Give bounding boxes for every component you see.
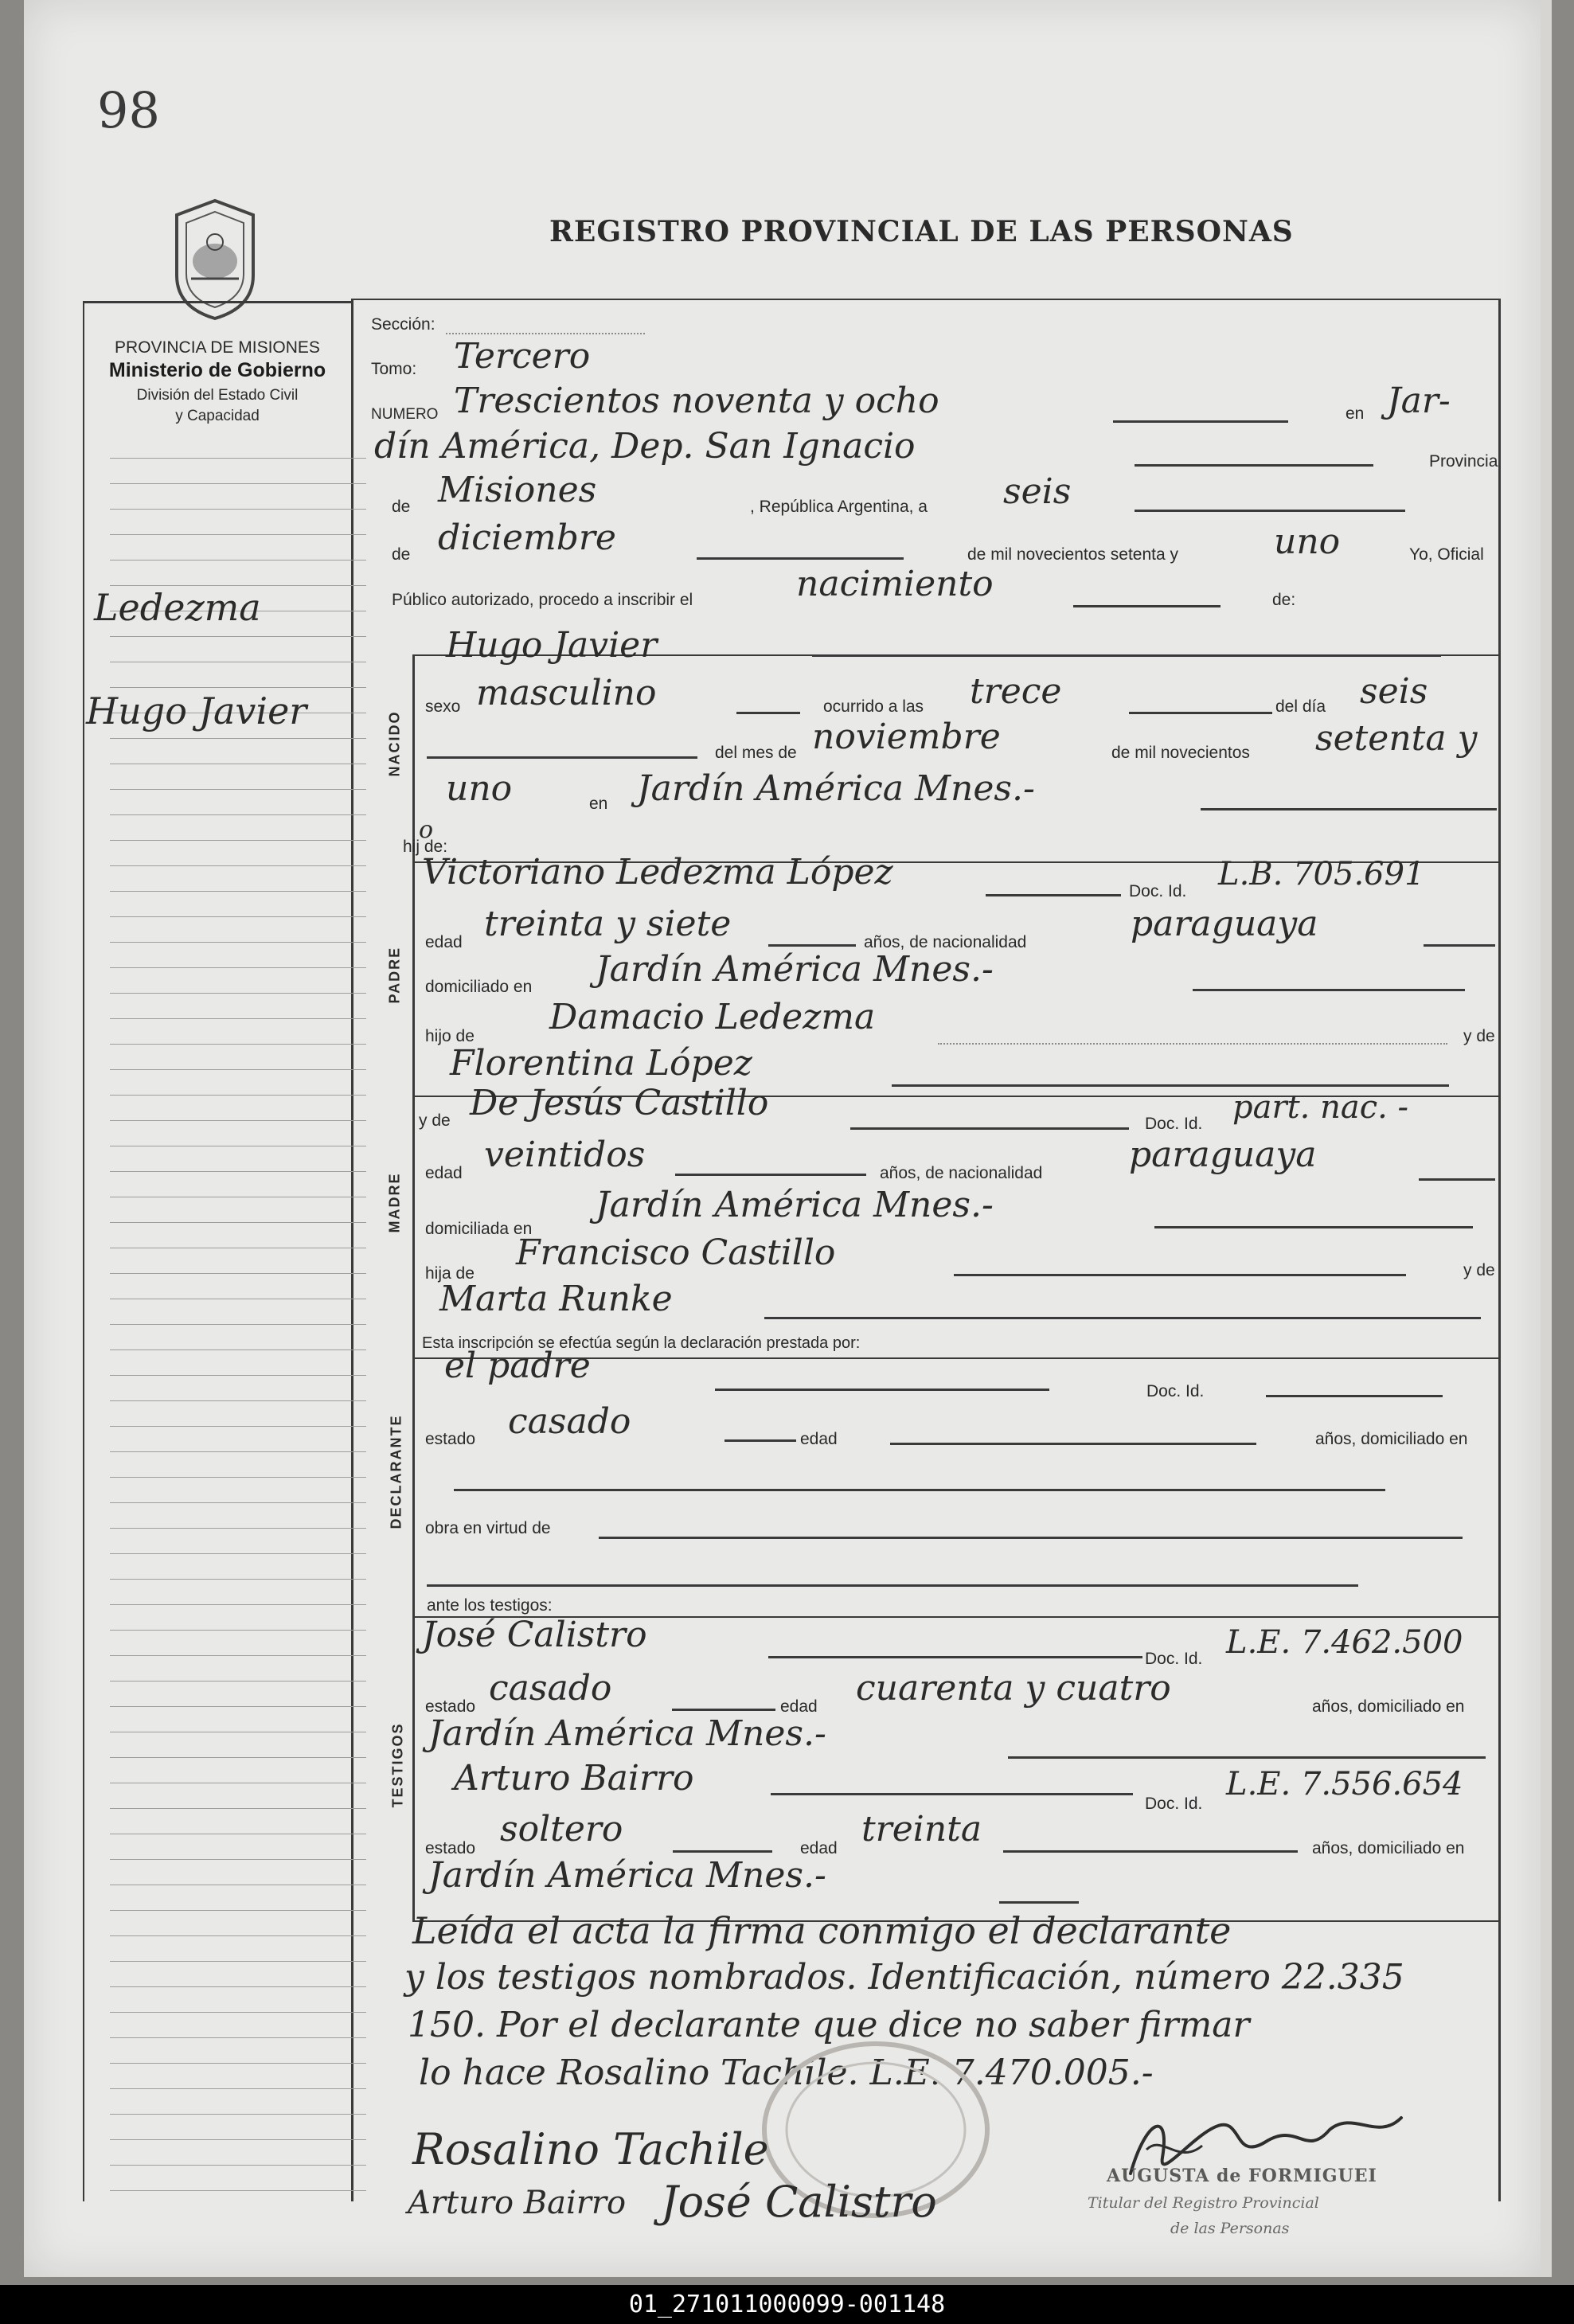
madre-padre-value: Francisco Castillo bbox=[516, 1232, 836, 1273]
hijo-suffix: o bbox=[419, 816, 434, 844]
margin-ruled-line bbox=[110, 891, 366, 892]
testigo1-nombre-value: José Calistro bbox=[422, 1615, 647, 1655]
testigo2-domicilio-value: Jardín América Mnes.- bbox=[428, 1855, 826, 1896]
left-top-border bbox=[83, 301, 353, 303]
lugar-fill-line bbox=[1135, 464, 1373, 467]
hora-fill-line bbox=[1129, 712, 1272, 714]
testigo2-nombre-fill-line bbox=[771, 1793, 1133, 1795]
nombre-fill-line bbox=[812, 654, 1441, 657]
hora-value: trece bbox=[970, 671, 1062, 712]
margin-ruled-line bbox=[110, 534, 366, 535]
margin-ruled-line bbox=[110, 942, 366, 943]
margin-ruled-line bbox=[110, 738, 366, 739]
signature-jose: José Calistro bbox=[661, 2177, 937, 2227]
margin-ruled-line bbox=[110, 1706, 366, 1707]
padre-domicilio-value: Jardín América Mnes.- bbox=[596, 949, 994, 990]
org-division-2: y Capacidad bbox=[175, 408, 260, 424]
label-madre-domicilio: domiciliada en bbox=[425, 1220, 533, 1238]
label-padre-y-de: y de bbox=[1463, 1027, 1495, 1045]
org-ministry: Ministerio de Gobierno bbox=[108, 359, 326, 381]
testigo1-domicilio-value: Jardín América Mnes.- bbox=[428, 1713, 826, 1754]
label-numero: NUMERO bbox=[371, 406, 439, 423]
madre-doc-value: part. nac. - bbox=[1232, 1089, 1409, 1126]
anio-nac-value-2: uno bbox=[446, 768, 513, 809]
margin-ruled-line bbox=[110, 1477, 366, 1478]
declarante-estado-value: casado bbox=[508, 1401, 631, 1442]
left-column-divider bbox=[351, 299, 353, 2201]
label-republica: , República Argentina, a bbox=[750, 498, 928, 516]
margin-ruled-line bbox=[110, 1910, 366, 1911]
madre-edad-value: veintidos bbox=[484, 1135, 646, 1175]
mes-nac-value: noviembre bbox=[812, 717, 1001, 757]
margin-ruled-line bbox=[110, 1375, 366, 1376]
padre-padre-value: Damacio Ledezma bbox=[549, 997, 876, 1037]
side-label-padre: PADRE bbox=[386, 946, 403, 1004]
label-declarante-anios: años, domiciliado en bbox=[1315, 1430, 1468, 1448]
margin-ruled-line bbox=[110, 1095, 366, 1096]
closing-line-3: 150. Por el declarante que dice no saber firmar bbox=[408, 2005, 1250, 2045]
padre-nombre-value: Victoriano Ledezma López bbox=[422, 852, 893, 892]
padre-madre-fill-line bbox=[892, 1084, 1449, 1087]
label-en: en bbox=[1346, 404, 1365, 423]
lugar-value: dín América, Dep. San Ignacio bbox=[374, 426, 916, 467]
obra-line bbox=[599, 1537, 1463, 1539]
mes-fill-line bbox=[697, 557, 904, 560]
margin-ruled-line bbox=[110, 865, 366, 866]
provincia-value: Misiones bbox=[438, 470, 597, 510]
madre-nac-fill-line bbox=[1419, 1178, 1495, 1181]
testigo1-doc-value: L.E. 7.462.500 bbox=[1226, 1624, 1463, 1661]
label-testigo1-anios: años, domiciliado en bbox=[1312, 1697, 1465, 1716]
margin-ruled-line bbox=[110, 1528, 366, 1529]
dia-value: seis bbox=[1003, 471, 1072, 512]
declarante-edad-line bbox=[890, 1443, 1256, 1445]
label-hijo-de: hij de: bbox=[403, 838, 448, 856]
margin-surname: Ledezma bbox=[94, 586, 261, 629]
anio-value: uno bbox=[1274, 521, 1341, 562]
label-declarante-doc: Doc. Id. bbox=[1146, 1382, 1205, 1400]
del-mes-line bbox=[427, 756, 697, 759]
margin-ruled-line bbox=[110, 1069, 366, 1070]
left-column-border bbox=[83, 303, 84, 2201]
signature-rosalino: Rosalino Tachile bbox=[412, 2124, 769, 2174]
padre-edad-value: treinta y siete bbox=[484, 904, 732, 944]
margin-ruled-line bbox=[110, 1426, 366, 1427]
label-testigo1-edad: edad bbox=[780, 1697, 818, 1716]
testigo2-estado-fill-line bbox=[673, 1850, 772, 1853]
label-de-1: de bbox=[392, 498, 411, 516]
margin-ruled-line bbox=[110, 2037, 366, 2038]
label-ocurrido: ocurrido a las bbox=[823, 697, 924, 716]
margin-ruled-line bbox=[110, 789, 366, 790]
madre-nacionalidad-value: paraguaya bbox=[1129, 1135, 1317, 1175]
stamp-official-registry: de las Personas bbox=[1170, 2220, 1290, 2237]
madre-padre-fill-line bbox=[954, 1274, 1406, 1276]
madre-domicilio-value: Jardín América Mnes.- bbox=[596, 1185, 994, 1225]
label-testigo2-doc: Doc. Id. bbox=[1145, 1795, 1203, 1813]
madre-madre-fill-line bbox=[764, 1317, 1481, 1319]
declarante-estado-fill-line bbox=[725, 1439, 796, 1442]
margin-ruled-line bbox=[110, 687, 366, 688]
declarante-fill-line bbox=[715, 1389, 1049, 1391]
obra-line-2 bbox=[427, 1584, 1358, 1587]
margin-ruled-line bbox=[110, 1579, 366, 1580]
side-label-declarante: DECLARANTE bbox=[388, 1414, 404, 1529]
anio-nac-value-1: setenta y bbox=[1315, 718, 1478, 759]
signature-arturo: Arturo Bairro bbox=[408, 2185, 627, 2221]
seal-emblem-icon bbox=[167, 196, 263, 323]
testigo2-edad-fill-line bbox=[1003, 1850, 1298, 1853]
margin-ruled-line bbox=[110, 1120, 366, 1121]
madre-edad-fill-line bbox=[675, 1174, 866, 1176]
label-testigo1-doc: Doc. Id. bbox=[1145, 1650, 1203, 1668]
testigo1-edad-value: cuarenta y cuatro bbox=[856, 1668, 1171, 1709]
padre-nombre-fill-line bbox=[986, 894, 1121, 896]
testigo2-estado-value: soltero bbox=[500, 1809, 623, 1849]
margin-ruled-line bbox=[110, 2114, 366, 2115]
madre-nombre-value: De Jesús Castillo bbox=[470, 1083, 769, 1123]
label-obra: obra en virtud de bbox=[425, 1519, 551, 1537]
lugar-nac-value: Jardín América Mnes.- bbox=[637, 768, 1035, 809]
declarante-doc-line bbox=[1266, 1395, 1443, 1397]
side-label-testigos: TESTIGOS bbox=[389, 1722, 406, 1808]
label-seccion: Sección: bbox=[371, 315, 435, 334]
madre-madre-value: Marta Runke bbox=[439, 1279, 673, 1319]
margin-ruled-line bbox=[110, 1935, 366, 1936]
margin-ruled-line bbox=[110, 2063, 366, 2064]
label-testigo2-estado: estado bbox=[425, 1839, 476, 1857]
closing-line-4: lo hace Rosalino Tachile. L.E. 7.470.005.- bbox=[419, 2053, 1154, 2093]
label-madre-hija-de: hija de bbox=[425, 1264, 475, 1283]
label-yo-oficial: Yo, Oficial bbox=[1409, 545, 1484, 564]
margin-ruled-line bbox=[110, 967, 366, 968]
label-en-nac: en bbox=[589, 795, 608, 813]
margin-ruled-line bbox=[110, 1859, 366, 1860]
label-padre-domicilio: domiciliado en bbox=[425, 978, 533, 996]
margin-ruled-line bbox=[110, 1349, 366, 1350]
org-province: PROVINCIA DE MISIONES bbox=[115, 338, 320, 357]
margin-ruled-line bbox=[110, 840, 366, 841]
registry-title: REGISTRO PROVINCIAL DE LAS PERSONAS bbox=[549, 215, 1294, 248]
label-de-2: de bbox=[392, 545, 411, 564]
declarante-value: el padre bbox=[444, 1346, 591, 1386]
testigo1-domicilio-fill-line bbox=[1008, 1756, 1486, 1759]
label-declarante-estado: estado bbox=[425, 1430, 476, 1448]
seccion-line bbox=[446, 333, 645, 334]
label-testigo2-anios: años, domiciliado en bbox=[1312, 1839, 1465, 1857]
padre-madre-value: Florentina López bbox=[450, 1043, 752, 1084]
margin-ruled-line bbox=[110, 1018, 366, 1019]
margin-ruled-line bbox=[110, 1655, 366, 1656]
label-de-colon: de: bbox=[1272, 591, 1296, 609]
en-value: Jar- bbox=[1387, 381, 1451, 421]
testigo1-nombre-fill-line bbox=[768, 1656, 1142, 1658]
margin-ruled-line bbox=[110, 1604, 366, 1605]
margin-ruled-line bbox=[110, 483, 366, 484]
label-padre-edad: edad bbox=[425, 933, 463, 951]
margin-ruled-line bbox=[110, 916, 366, 917]
margin-ruled-line bbox=[110, 1400, 366, 1401]
org-division: División del Estado Civil bbox=[136, 387, 299, 404]
sexo-value: masculino bbox=[476, 673, 657, 713]
right-border bbox=[1498, 299, 1501, 2201]
margin-ruled-line bbox=[110, 1451, 366, 1452]
label-madre-doc: Doc. Id. bbox=[1145, 1115, 1203, 1133]
margin-ruled-line bbox=[110, 509, 366, 510]
label-declarante-edad: edad bbox=[800, 1430, 838, 1448]
label-madre-anios: años, de nacionalidad bbox=[880, 1164, 1043, 1182]
margin-ruled-line bbox=[110, 1630, 366, 1631]
label-madre-y-de: y de bbox=[1463, 1261, 1495, 1279]
stamp-official-name: AUGUSTA de FORMIGUEI bbox=[1107, 2166, 1377, 2186]
margin-ruled-line bbox=[110, 1324, 366, 1325]
stamp-official-title: Titular del Registro Provincial bbox=[1088, 2194, 1319, 2212]
margin-ruled-line bbox=[110, 458, 366, 459]
margin-given-names: Hugo Javier bbox=[86, 689, 307, 732]
dia-nac-value: seis bbox=[1360, 671, 1428, 712]
madre-domicilio-fill-line bbox=[1154, 1226, 1473, 1228]
sexo-fill-line bbox=[736, 712, 800, 714]
label-padre-anios: años, de nacionalidad bbox=[864, 933, 1027, 951]
acto-fill-line bbox=[1073, 605, 1221, 607]
label-padre-hijo-de: hijo de bbox=[425, 1027, 475, 1045]
padre-doc-value: L.B. 705.691 bbox=[1218, 856, 1425, 892]
label-testigo1-estado: estado bbox=[425, 1697, 476, 1716]
numero-value: Trescientos noventa y ocho bbox=[454, 381, 939, 421]
margin-ruled-line bbox=[110, 993, 366, 994]
margin-ruled-line bbox=[110, 1044, 366, 1045]
padre-domicilio-fill-line bbox=[1193, 989, 1465, 991]
label-ante-testigos: ante los testigos: bbox=[427, 1596, 553, 1615]
label-madre-y-de: y de bbox=[419, 1111, 451, 1130]
numero-fill-line bbox=[1113, 420, 1288, 423]
label-padre-doc: Doc. Id. bbox=[1129, 882, 1187, 900]
registry-sheet bbox=[24, 0, 1552, 2277]
margin-ruled-line bbox=[110, 1553, 366, 1554]
mes-value: diciembre bbox=[438, 518, 616, 558]
madre-nombre-fill-line bbox=[850, 1127, 1129, 1130]
label-mil-nov: de mil novecientos setenta y bbox=[967, 545, 1178, 564]
lugar-nac-fill-line bbox=[1201, 808, 1497, 810]
side-label-madre: MADRE bbox=[386, 1172, 403, 1233]
testigo2-domicilio-fill-line bbox=[999, 1901, 1079, 1904]
side-label-nacido: NACIDO bbox=[386, 710, 403, 777]
label-tomo: Tomo: bbox=[371, 360, 417, 378]
tomo-value: Tercero bbox=[454, 336, 591, 377]
label-del-dia: del día bbox=[1275, 697, 1326, 716]
label-mil-nov2: de mil novecientos bbox=[1111, 744, 1250, 762]
margin-ruled-line bbox=[110, 1986, 366, 1987]
testigo2-doc-value: L.E. 7.556.654 bbox=[1226, 1766, 1463, 1803]
padre-padre-line bbox=[938, 1043, 1447, 1045]
margin-ruled-line bbox=[110, 1171, 366, 1172]
label-sexo: sexo bbox=[425, 697, 461, 716]
padre-nac-fill-line bbox=[1424, 944, 1495, 947]
testigo1-estado-value: casado bbox=[489, 1668, 612, 1709]
padre-edad-fill-line bbox=[768, 944, 856, 947]
padre-nacionalidad-value: paraguaya bbox=[1131, 904, 1318, 944]
margin-ruled-line bbox=[110, 2139, 366, 2140]
label-provincia: Provincia bbox=[1429, 452, 1498, 471]
label-declaracion: Esta inscripción se efectúa según la declaración prestada por: bbox=[422, 1334, 861, 1352]
declarante-domicilio-line bbox=[454, 1489, 1385, 1491]
closing-line-1: Leída el acta la firma conmigo el declarante bbox=[412, 1909, 1232, 1952]
nombre-value: Hugo Javier bbox=[446, 625, 658, 666]
margin-ruled-line bbox=[110, 1502, 366, 1503]
province-seal bbox=[167, 196, 263, 327]
testigo1-estado-fill-line bbox=[672, 1709, 775, 1711]
closing-line-2: y los testigos nombrados. Identificación, número 22.335 bbox=[404, 1957, 1404, 1998]
page-number: 98 bbox=[97, 81, 160, 139]
margin-ruled-line bbox=[110, 636, 366, 637]
margin-ruled-line bbox=[110, 1273, 366, 1274]
margin-ruled-line bbox=[110, 2190, 366, 2191]
margin-ruled-line bbox=[110, 1808, 366, 1809]
margin-ruled-line bbox=[110, 2012, 366, 2013]
footer-id: 01_271011000099-001148 bbox=[0, 2285, 1574, 2324]
margin-ruled-line bbox=[110, 1757, 366, 1758]
label-testigo2-edad: edad bbox=[800, 1839, 838, 1857]
label-madre-edad: edad bbox=[425, 1164, 463, 1182]
testigo2-edad-value: treinta bbox=[861, 1809, 982, 1849]
margin-ruled-line bbox=[110, 1222, 366, 1223]
acto-value: nacimiento bbox=[796, 564, 994, 604]
margin-ruled-line bbox=[110, 1961, 366, 1962]
top-border bbox=[352, 299, 1501, 300]
label-del-mes: del mes de bbox=[715, 744, 797, 762]
margin-ruled-line bbox=[110, 2165, 366, 2166]
dia-fill-line bbox=[1135, 510, 1405, 512]
label-publico: Público autorizado, procedo a inscribir el bbox=[392, 591, 693, 609]
margin-ruled-line bbox=[110, 814, 366, 815]
margin-ruled-line bbox=[110, 2088, 366, 2089]
testigo2-nombre-value: Arturo Bairro bbox=[454, 1758, 694, 1799]
